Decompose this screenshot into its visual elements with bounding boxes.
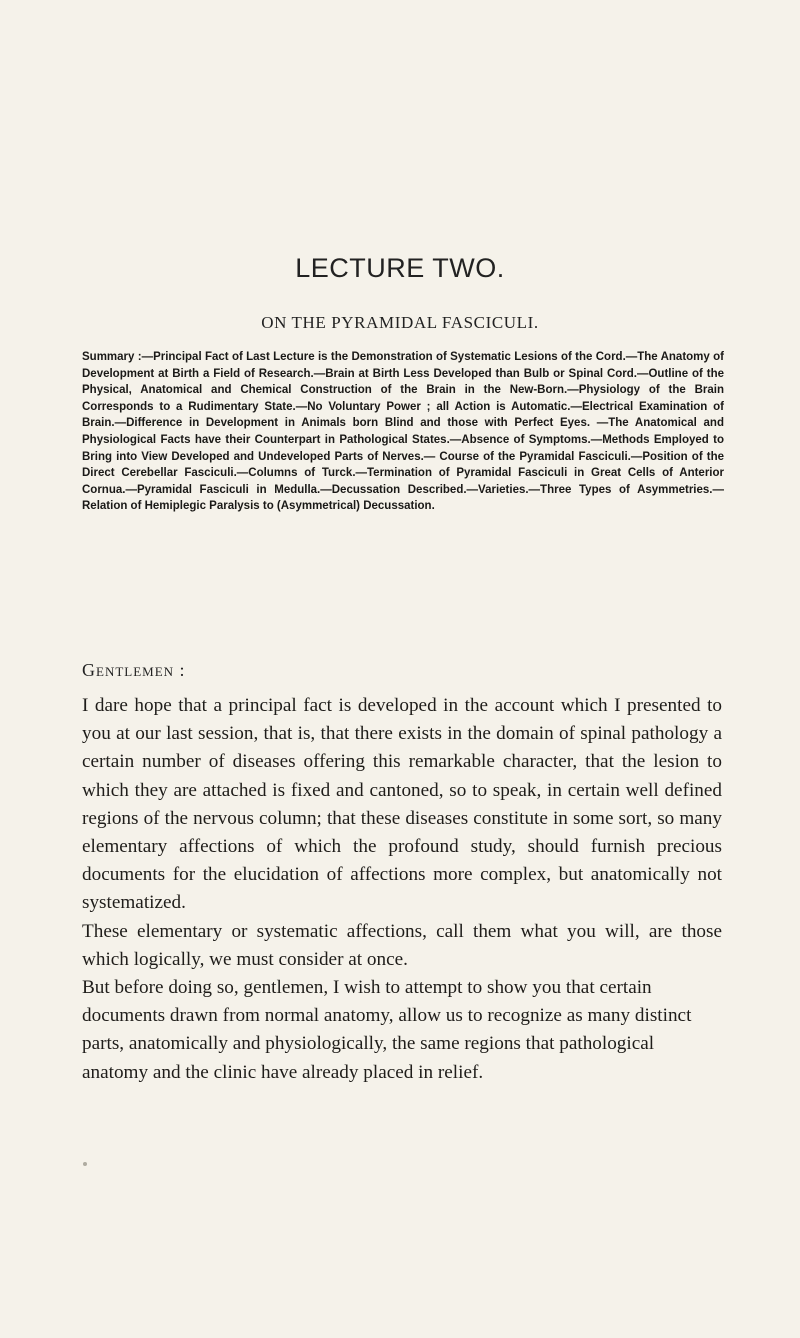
paragraph-1: I dare hope that a principal fact is developed in the account which I presented to you at our last session, that is, that there exists in the domain of spinal pathology a certain number of diseases offering this remarkable character, that the lesion to which they are attached is fixed and cantoned, so to speak, in certain well defined regions of the nervous column; that these diseases constitute in some sort, so many elementary affections of which the profound study, should furnish precious documents for the elucidation of affections more complex, but anatomically not systematized. — [82, 695, 722, 914]
chapter-summary: Summary :—Principal Fact of Last Lecture is the Demonstration of Systematic Lesions of the Cord.—The Anatomy of Development at Birth a Field of Research.—Brain at Birth Less Developed than Bulb or Spinal Cord.—Outline of the Physical, Anatomical and Chemical Construction of the Brain in the New-Born.—Physiology of the Brain Corresponds to a Rudimentary State.—No Voluntary Power ; all Action is Automatic.—Electrical Examination of Brain.—Difference in Development in Animals born Blind and those with Perfect Eyes. —The Anatomical and Physiological Facts have their Counterpart in Pathological States.—Absence of Symptoms.—Methods Employed to Bring into View Developed and Undeveloped Parts of Nerves.— Course of the Pyramidal Fasciculi.—Position of the Direct Cerebellar Fasciculi.—Columns of Turck.—Termination of Pyramidal Fasciculi in Great Cells of Anterior Cornua.—Pyramidal Fasciculi in Medulla.—Decussation Described.—Varieties.—Three Types of Asymmetries.—Relation of Hemiplegic Paralysis to (Asymmetrical) Decussation. — [82, 351, 724, 513]
body-text — [82, 692, 722, 1087]
lecture-subtitle: ON THE PYRAMIDAL FASCICULI. — [261, 313, 539, 332]
lecture-title: LECTURE TWO. — [295, 253, 505, 283]
paragraph-2: These elementary or systematic affections, call them what you will, are those which logically, we must consider at once. — [82, 920, 722, 970]
ink-speck — [83, 1162, 87, 1166]
salutation: Gentlemen : — [82, 660, 186, 680]
paragraph-3: But before doing so, gentlemen, I wish to attempt to show you that certain documents drawn from normal anatomy, allow us to recognize as many distinct parts, anatomically and physiologically, the same regions that pathological anatomy and the clinic have already placed in relief. — [82, 977, 692, 1083]
